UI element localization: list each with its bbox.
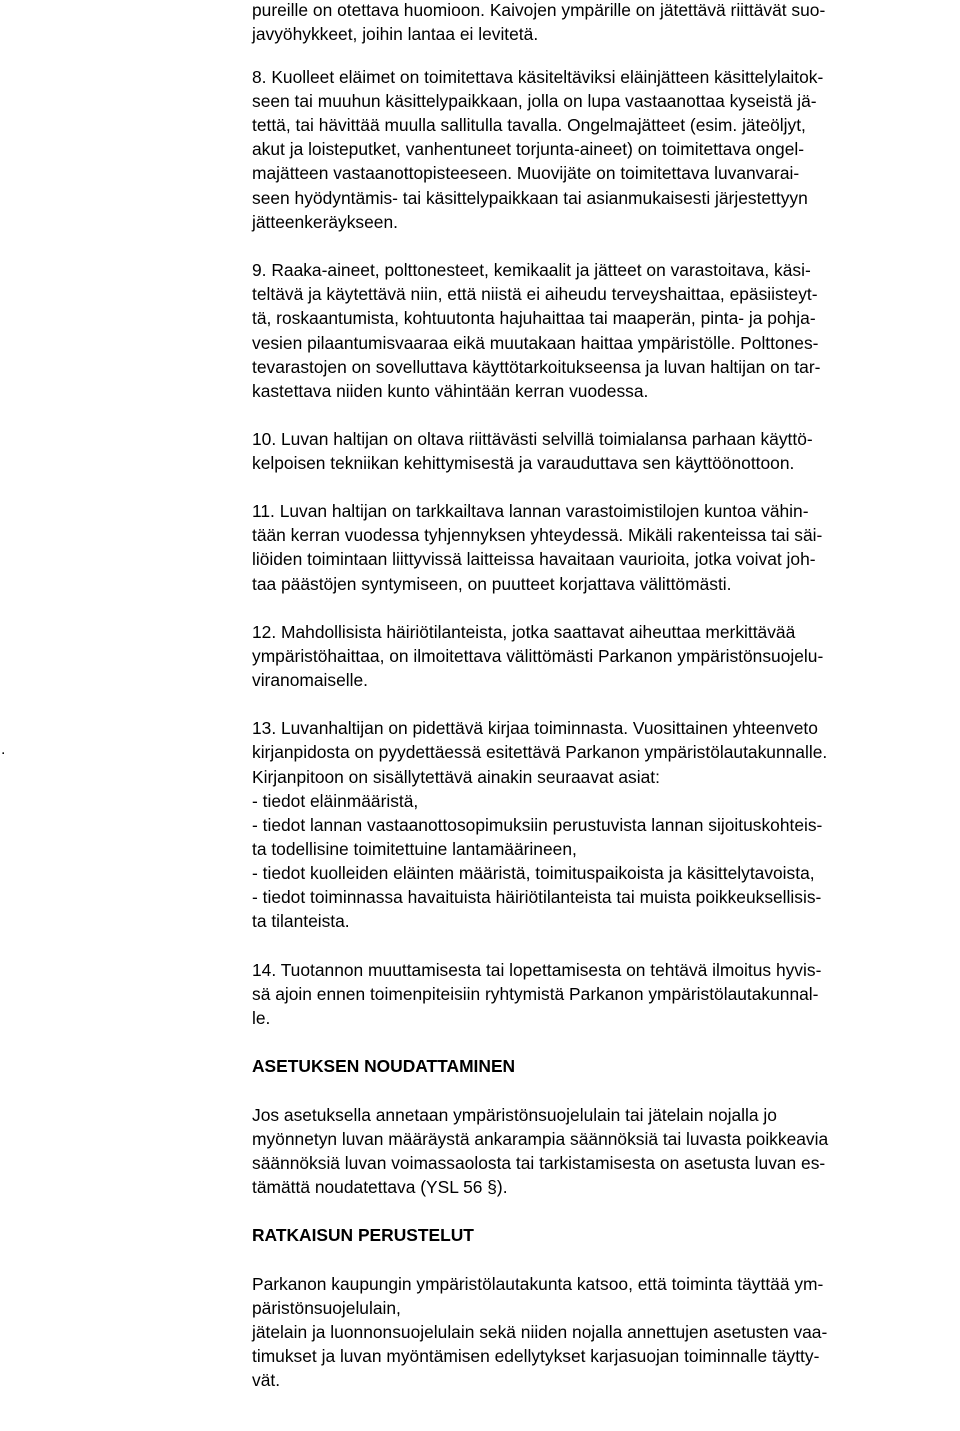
text-line: timukset ja luvan myöntämisen edellytykset karjasuojan toiminnalle täytty- xyxy=(252,1346,820,1366)
text-line: teltävä ja käytettävä niin, että niistä ei aiheudu terveyshaittaa, epäsiisteyt- xyxy=(252,284,818,304)
text-line: jätelain ja luonnonsuojelulain sekä niiden nojalla annettujen asetusten vaa- xyxy=(252,1322,828,1342)
text-line: vät. xyxy=(252,1370,281,1390)
text-line: kelpoisen tekniikan kehittymisestä ja varauduttava sen käyttöönottoon. xyxy=(252,453,795,473)
text-line: javyöhykkeet, joihin lantaa ei levitetä. xyxy=(252,24,539,44)
text-line: tämättä noudatettava (YSL 56 §). xyxy=(252,1177,508,1197)
list-item: - tiedot toiminnassa havaituista häiriötilanteista tai muista poikkeuksellisis- xyxy=(252,887,822,907)
text-line: tettä, tai hävittää muulla sallitulla tavalla. Ongelmajätteet (esim. jäteöljyt, xyxy=(252,115,806,135)
text-line: myönnetyn luvan määräystä ankarampia säännöksiä tai luvasta poikkeavia xyxy=(252,1129,829,1149)
list-item: - tiedot eläinmääristä, xyxy=(252,791,419,811)
text-line: Kirjanpitoon on sisällytettävä ainakin seuraavat asiat: xyxy=(252,767,660,787)
list-item: - tiedot lannan vastaanottosopimuksiin perustuvista lannan sijoituskohteis- xyxy=(252,815,823,835)
text-line: pureille on otettava huomioon. Kaivojen ympärille on jätettävä riittävät suo- xyxy=(252,0,826,20)
text-line: taa päästöjen syntymiseen, on puutteet korjattava välittömästi. xyxy=(252,574,732,594)
text-line: akut ja loisteputket, vanhentuneet torjunta-aineet) on toimitettava ongel- xyxy=(252,139,805,159)
text-line: Parkanon kaupungin ympäristölautakunta katsoo, että toiminta täyttää ym- xyxy=(252,1274,824,1294)
text-line: säännöksiä luvan voimassaolosta tai tarkistamisesta on asetusta luvan es- xyxy=(252,1153,826,1173)
text-line: 14. Tuotannon muuttamisesta tai lopettamisesta on tehtävä ilmoitus hyvis- xyxy=(252,960,822,980)
text-line: ta tilanteista. xyxy=(252,911,350,931)
text-line: kastettava niiden kunto vähintään kerran vuodessa. xyxy=(252,381,649,401)
text-line: tään kerran vuodessa tyhjennyksen yhteydessä. Mikäli rakenteissa tai säi- xyxy=(252,525,823,545)
text-line: 10. Luvan haltijan on oltava riittävästi selvillä toimialansa parhaan käyttö- xyxy=(252,429,813,449)
text-line: Jos asetuksella annetaan ympäristönsuojelulain tai jätelain nojalla jo xyxy=(252,1105,777,1125)
text-line: tä, roskaantumista, kohtuutonta hajuhaittaa tai maaperän, pinta- ja pohja- xyxy=(252,308,816,328)
list-item: - tiedot kuolleiden eläinten määristä, toimituspaikoista ja käsittelytavoista, xyxy=(252,863,815,883)
text-line: 9. Raaka-aineet, polttonesteet, kemikaalit ja jätteet on varastoitava, käsi- xyxy=(252,260,811,280)
text-line: seen tai muuhun käsittelypaikkaan, jolla on lupa vastaanottaa kyseistä jä- xyxy=(252,91,817,111)
text-line: vesien pilaantumisvaaraa eikä muutakaan haittaa ympäristölle. Polttones- xyxy=(252,333,819,353)
text-line: 12. Mahdollisista häiriötilanteista, jotka saattavat aiheuttaa merkittävää xyxy=(252,622,796,642)
text-line: majätteen vastaanottopisteeseen. Muovijäte on toimitettava luvanvarai- xyxy=(252,163,800,183)
text-line: seen hyödyntämis- tai käsittelypaikkaan tai asianmukaisesti järjestettyyn xyxy=(252,188,808,208)
margin-mark: . xyxy=(1,741,6,758)
section-heading-perustelut: RATKAISUN PERUSTELUT xyxy=(252,1225,474,1245)
text-line: tevarastojen on sovelluttava käyttötarkoitukseensa ja luvan haltijan on tar- xyxy=(252,357,821,377)
text-line: viranomaiselle. xyxy=(252,670,368,690)
text-line: kirjanpidosta on pyydettäessä esitettävä Parkanon ympäristölautakunnalle. xyxy=(252,742,828,762)
text-line: ta todellisine toimitettuine lantamäärineen, xyxy=(252,839,577,859)
text-line: ympäristöhaittaa, on ilmoitettava välittömästi Parkanon ympäristönsuojelu- xyxy=(252,646,824,666)
text-line: le. xyxy=(252,1008,271,1028)
text-line: 11. Luvan haltijan on tarkkailtava lannan varastoimistilojen kuntoa vähin- xyxy=(252,501,809,521)
text-line: 8. Kuolleet eläimet on toimitettava käsiteltäviksi eläinjätteen käsittelylaitok- xyxy=(252,67,824,87)
text-line: jätteenkeräykseen. xyxy=(252,212,398,232)
text-line: päristönsuojelulain, xyxy=(252,1298,401,1318)
text-line: 13. Luvanhaltijan on pidettävä kirjaa toiminnasta. Vuosittainen yhteenveto xyxy=(252,718,818,738)
section-heading-asetus: ASETUKSEN NOUDATTAMINEN xyxy=(252,1056,516,1076)
text-line: sä ajoin ennen toimenpiteisiin ryhtymistä Parkanon ympäristölautakunnal- xyxy=(252,984,819,1004)
text-line: liöiden toimintaan liittyvissä laitteissa havaitaan vaurioita, jotka voivat joh- xyxy=(252,549,816,569)
